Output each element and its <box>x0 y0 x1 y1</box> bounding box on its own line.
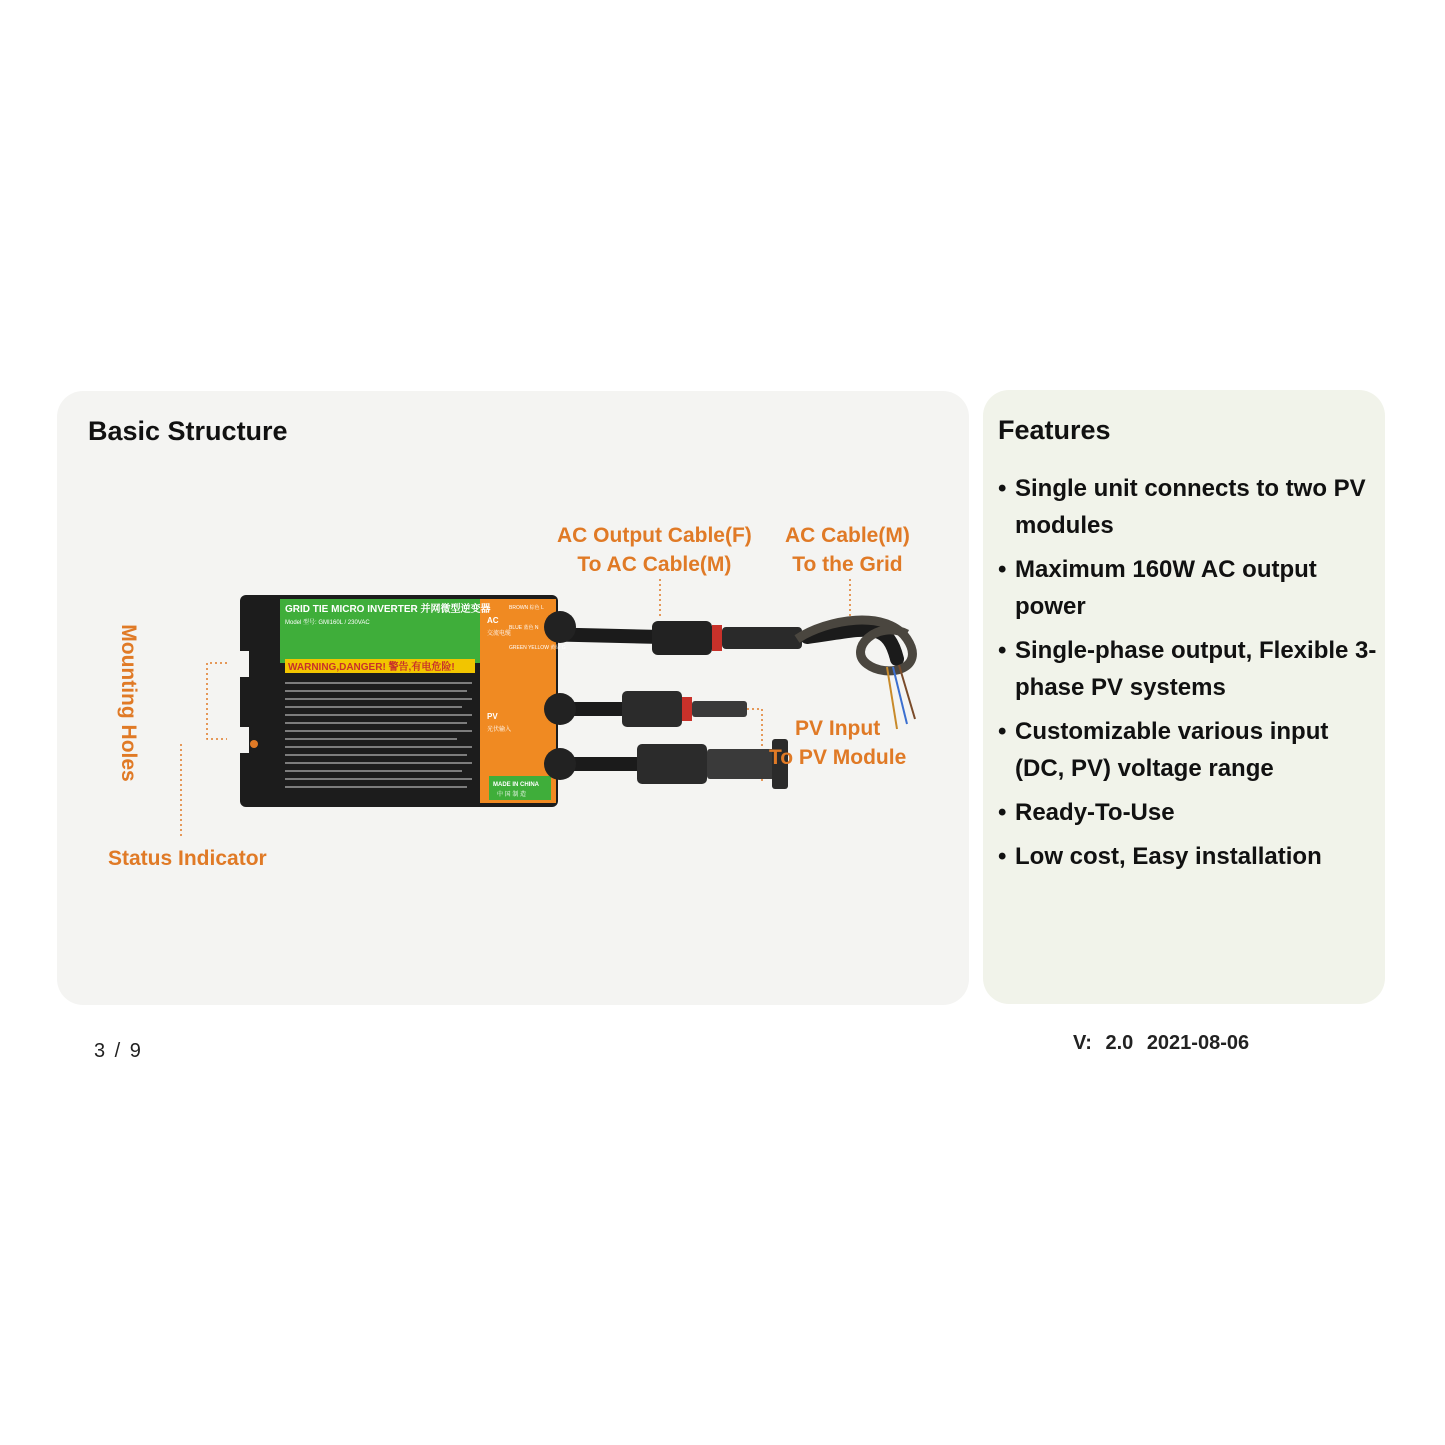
pv-input-callout <box>769 714 906 772</box>
feature-item: • Single unit connects to two PV modules <box>998 470 1383 544</box>
pv-input-callout-line2: To PV Module <box>769 746 907 769</box>
status-indicator-callout: Status Indicator <box>108 847 267 870</box>
basic-structure-panel <box>57 391 969 1005</box>
ac-output-callout-line1: AC Output Cable(F) <box>557 524 752 547</box>
device-blue-text: BLUE 蓝色 N <box>509 625 539 631</box>
device-green-yellow-text: GREEN YELLOW 黄绿 G <box>509 645 566 651</box>
version-date: V: 2.0 2021-08-06 <box>1073 1032 1250 1054</box>
feature-item: • Maximum 160W AC output power <box>998 551 1383 625</box>
micro-inverter-illustration <box>167 579 977 839</box>
ac-cable-callout-line2: To the Grid <box>792 553 903 576</box>
structure-title: Basic Structure <box>88 416 288 446</box>
ac-output-connector <box>652 621 802 655</box>
ac-output-callout-line2: To AC Cable(M) <box>577 553 732 576</box>
device-warning-text: WARNING,DANGER! 警告,有电危险! <box>288 662 455 673</box>
features-list <box>998 470 1383 882</box>
pv-input-callout-line1: PV Input <box>795 717 881 740</box>
device-ac-text: AC <box>487 616 499 625</box>
pv-connector-lower <box>637 739 788 789</box>
features-title: Features <box>998 415 1111 445</box>
ac-output-callout <box>557 521 752 579</box>
ac-cable-callout-line1: AC Cable(M) <box>785 524 910 547</box>
device-ac-cn-text: 交流电缆 <box>487 631 512 637</box>
device-pv-cn-text: 光伏输入 <box>487 727 512 733</box>
feature-item: • Single-phase output, Flexible 3-phase PV systems <box>998 632 1383 706</box>
feature-item: • Low cost, Easy installation <box>998 838 1383 875</box>
pv-connector-upper <box>622 691 747 727</box>
device-header-text: GRID TIE MICRO INVERTER 并网微型逆变器 <box>285 604 491 615</box>
page-number: 3 / 9 <box>94 1040 143 1062</box>
ac-cable-callout <box>785 521 910 579</box>
device-made-in-cn-text: 中 国 制 造 <box>497 792 527 798</box>
mounting-holes-label: Mounting Holes <box>117 624 140 782</box>
device-brown-text: BROWN 棕色 L <box>509 605 544 611</box>
feature-item: • Ready-To-Use <box>998 794 1383 831</box>
mounting-holes-callout <box>112 617 144 789</box>
feature-item: • Customizable various input (DC, PV) voltage range <box>998 713 1383 787</box>
device-made-in-text: MADE IN CHINA <box>493 782 539 788</box>
features-panel <box>983 390 1385 1004</box>
device-model-text: Model 型号: GMI160L / 230VAC <box>285 620 370 626</box>
device-pv-text: PV <box>487 712 498 721</box>
